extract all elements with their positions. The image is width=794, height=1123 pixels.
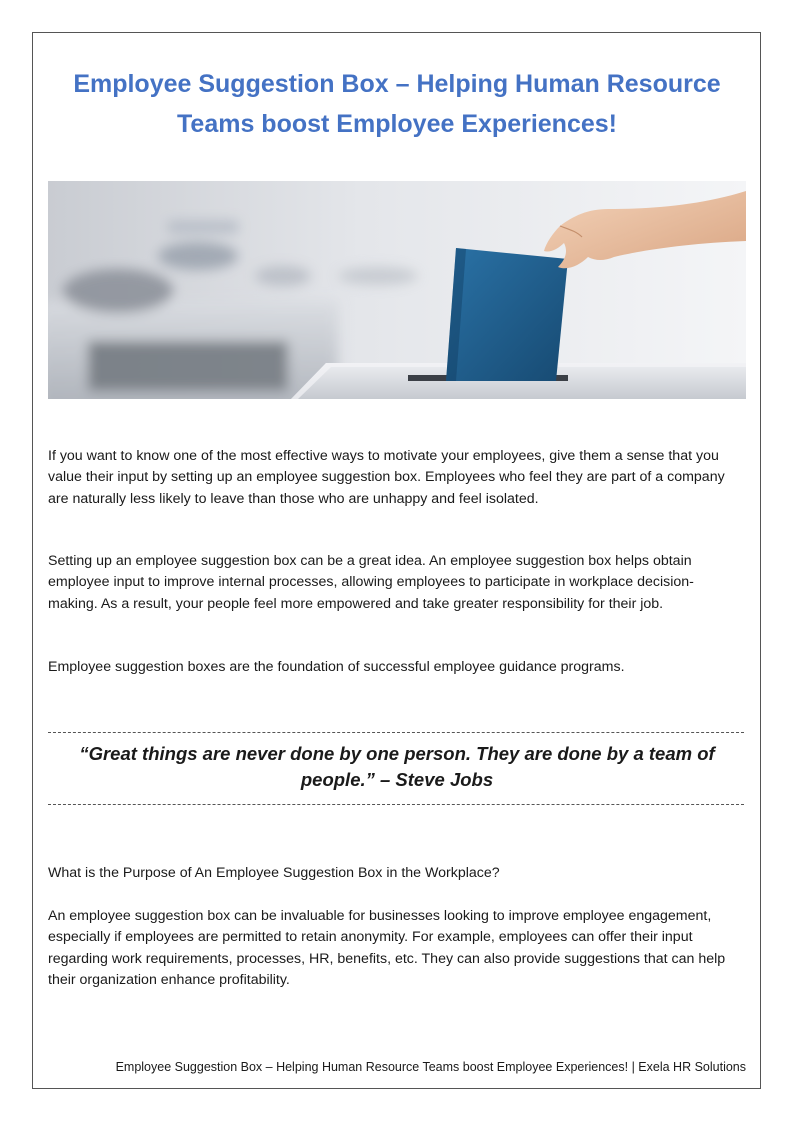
section-heading: What is the Purpose of An Employee Suggestion Box in the Workplace?	[48, 865, 500, 881]
section-paragraph: An employee suggestion box can be invaluable for businesses looking to improve employee engagement, especially if employees are permitted to retain anonymity. For example, employees can offer their input regarding work requirements, processes, HR, benefits, etc. They can also provide suggestions that can help their organization enhance profitability.	[48, 908, 726, 988]
body-paragraph: Setting up an employee suggestion box can be a great idea. An employee suggestion box helps obtain employee input to improve internal processes, allowing employees to participate in workplace decision-making. As a result, your people feel more empowered and take greater responsibility for their job.	[48, 553, 694, 612]
intro-paragraph: If you want to know one of the most effective ways to motivate your employees, give them a sense that you value their input by setting up an employee suggestion box. Employees who feel they are part of a company are naturally less likely to leave than those who are unhappy and feel isolated.	[48, 448, 725, 507]
page-footer: Employee Suggestion Box – Helping Human Resource Teams boost Employee Experiences! | Exela HR Solutions	[115, 1060, 746, 1074]
quote-divider-bottom	[48, 804, 744, 805]
quote-divider-top	[48, 732, 744, 733]
hero-image	[48, 181, 746, 399]
quote-text: “Great things are never done by one person. They are done by a team of people.” – Steve Jobs	[79, 743, 715, 790]
summary-paragraph: Employee suggestion boxes are the foundation of successful employee guidance programs.	[48, 659, 625, 675]
document-title: Employee Suggestion Box – Helping Human Resource Teams boost Employee Experiences!	[73, 70, 721, 138]
